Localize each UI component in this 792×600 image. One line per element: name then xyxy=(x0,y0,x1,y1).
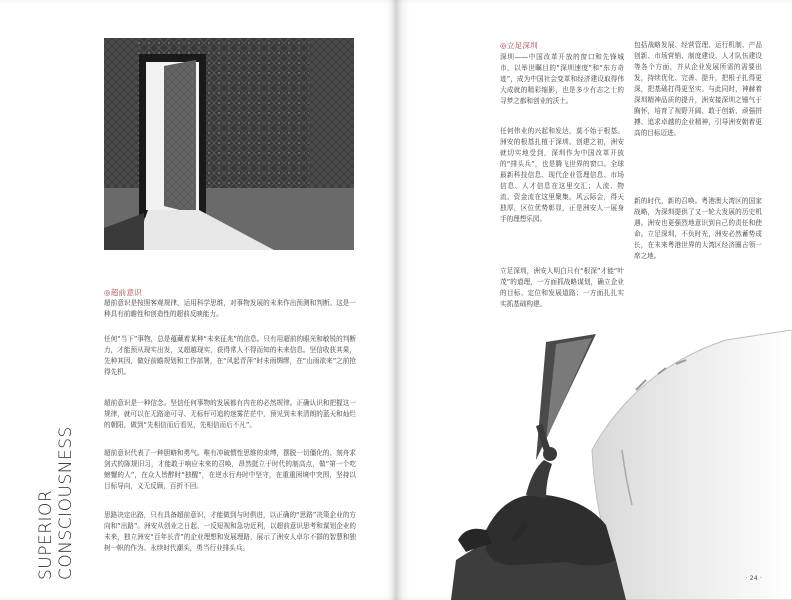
paragraph: 任何“当下”事物，总是蕴藏着某种“未来征兆”的信息。只有用超前的眼光和敏锐的判断力，才能预从现实出发，又超越现实，获得常人不得而知的未来信息。坚信收获其果，先种其因，做好前瞻规划和工作部署，在“风起青萍”时未雨绸缪，在“山雨欲来”之前抢得先机。 xyxy=(104,335,356,376)
paragraph: 包括战略发展、经营管理、运行机制、产品创新、市场营销、制度建设、人才队伍建设等各个方面，并从企业发展所需的需要出发，持续优化、完善、提升，把根子扎得更深，把基础打得更坚实。与此同时，神赫着深圳精神品质的提升，洲安接深圳之锤气于胸怀，培育了视野开阔、敢于创新、顽强拼搏、追求卓越的企业精神，引导洲安朝着更高的目标迈进。 xyxy=(634,41,762,137)
section-title-shenzhen: ◎立足深圳 xyxy=(500,41,539,50)
doorway-photo xyxy=(104,38,354,250)
paragraph: 任何伟业的兴起和发达，莫不始于根基。洲安的根基扎植于深圳。创建之初，洲安就切实地受到，深圳作为中国改革开放的“排头兵”，也是腾飞世界的窗口。全球最新科技信息、现代企业管理信息、市场信息、人才信息在这里交汇；人流、物流、资金流在这里聚集。风云际会，得天独厚，区位优势彰显，正是洲安人一展身手的理想乐园。 xyxy=(500,127,624,223)
paragraph: 超前意识代表了一种胆略和勇气。唯有冲破惯性思维的束缚，摆脱一切僵化的、刻舟求剑式的陈规旧习，才能敢于响应未来的召唤，昂然挺立于时代的制高点，做“第一个吃螃蟹的人”，在众人皆醉时“独醒”，在逆水行舟时中坚守，在重重困境中突围，坚持以目标导向，义无反顾，百折不回。 xyxy=(104,449,356,490)
statue-illustration xyxy=(396,330,792,600)
page-number: · 24 · xyxy=(745,574,762,582)
paragraph: 思路决定出路，只有具备超前意识，才能做到与时俱进，以正确的“思路”决策企业的方向和“出路”。洲安从创业之日起，一反短视和急功近利，以超前意识思考和谋划企业的未来，独立洲安“百年长青”的企业理想和发展理路，展示了洲安人卓尔不群的智慧和独树一帜的作为。永续时代潮头，勇当行业排头兵。 xyxy=(104,511,356,552)
bull-statue-photo xyxy=(396,330,792,600)
vertical-title xyxy=(36,420,76,580)
paragraph: 新的时代，新的召唤。粤港澳大湾区的国家战略，为深圳提供了又一轮大发展的历史机遇。洲安也更强烈地意识到自己的责任和使命。立足深圳，不负时光，洲安必然蓄势成长，在未来粤港世界的大湾区经济圈占领一席之地。 xyxy=(634,197,762,260)
doorway-illustration xyxy=(104,38,354,250)
paragraph: 立足深圳，洲安人明白只有“根深”才能“叶茂”的道理，一方面抓战略谋划，确立企业的目标、定位和发展道路；一方面扎扎实实抓基础构建。 xyxy=(500,267,624,308)
section-title-superior: ◎超前意识 xyxy=(104,288,143,297)
paragraph: 超前意识是一种信念。坚信任何事物的发展都有内在的必然规律。正确认识和把握这一规律，就可以在无路途可寻、无标杆可追的迷雾茫茫中，预见到未来清朗的蓝天和灿烂的朝阳，做到“先相信而后看见，先相信而后不凡”。 xyxy=(104,399,356,429)
vertical-title-line1: SUPERIOR xyxy=(36,489,56,580)
paragraph: 超前意识是按照客观规律，运用科学思维，对事物发展的未来作出预测和判断。这是一种具有前瞻性和创造性的超前反映能力。 xyxy=(104,299,356,318)
right-page xyxy=(396,0,792,600)
vertical-title-line2: CONSCIOUSNESS xyxy=(56,426,76,580)
paragraph: 深圳——中国改革开放的窗口和先锋城市，以举世瞩目的“深圳速度”和“东方奇迹”，成为中国社会变革和经济建设取得伟大成就的精彩缩影，也是多少有志之士的寻梦之都和创业的沃土。 xyxy=(500,53,624,105)
